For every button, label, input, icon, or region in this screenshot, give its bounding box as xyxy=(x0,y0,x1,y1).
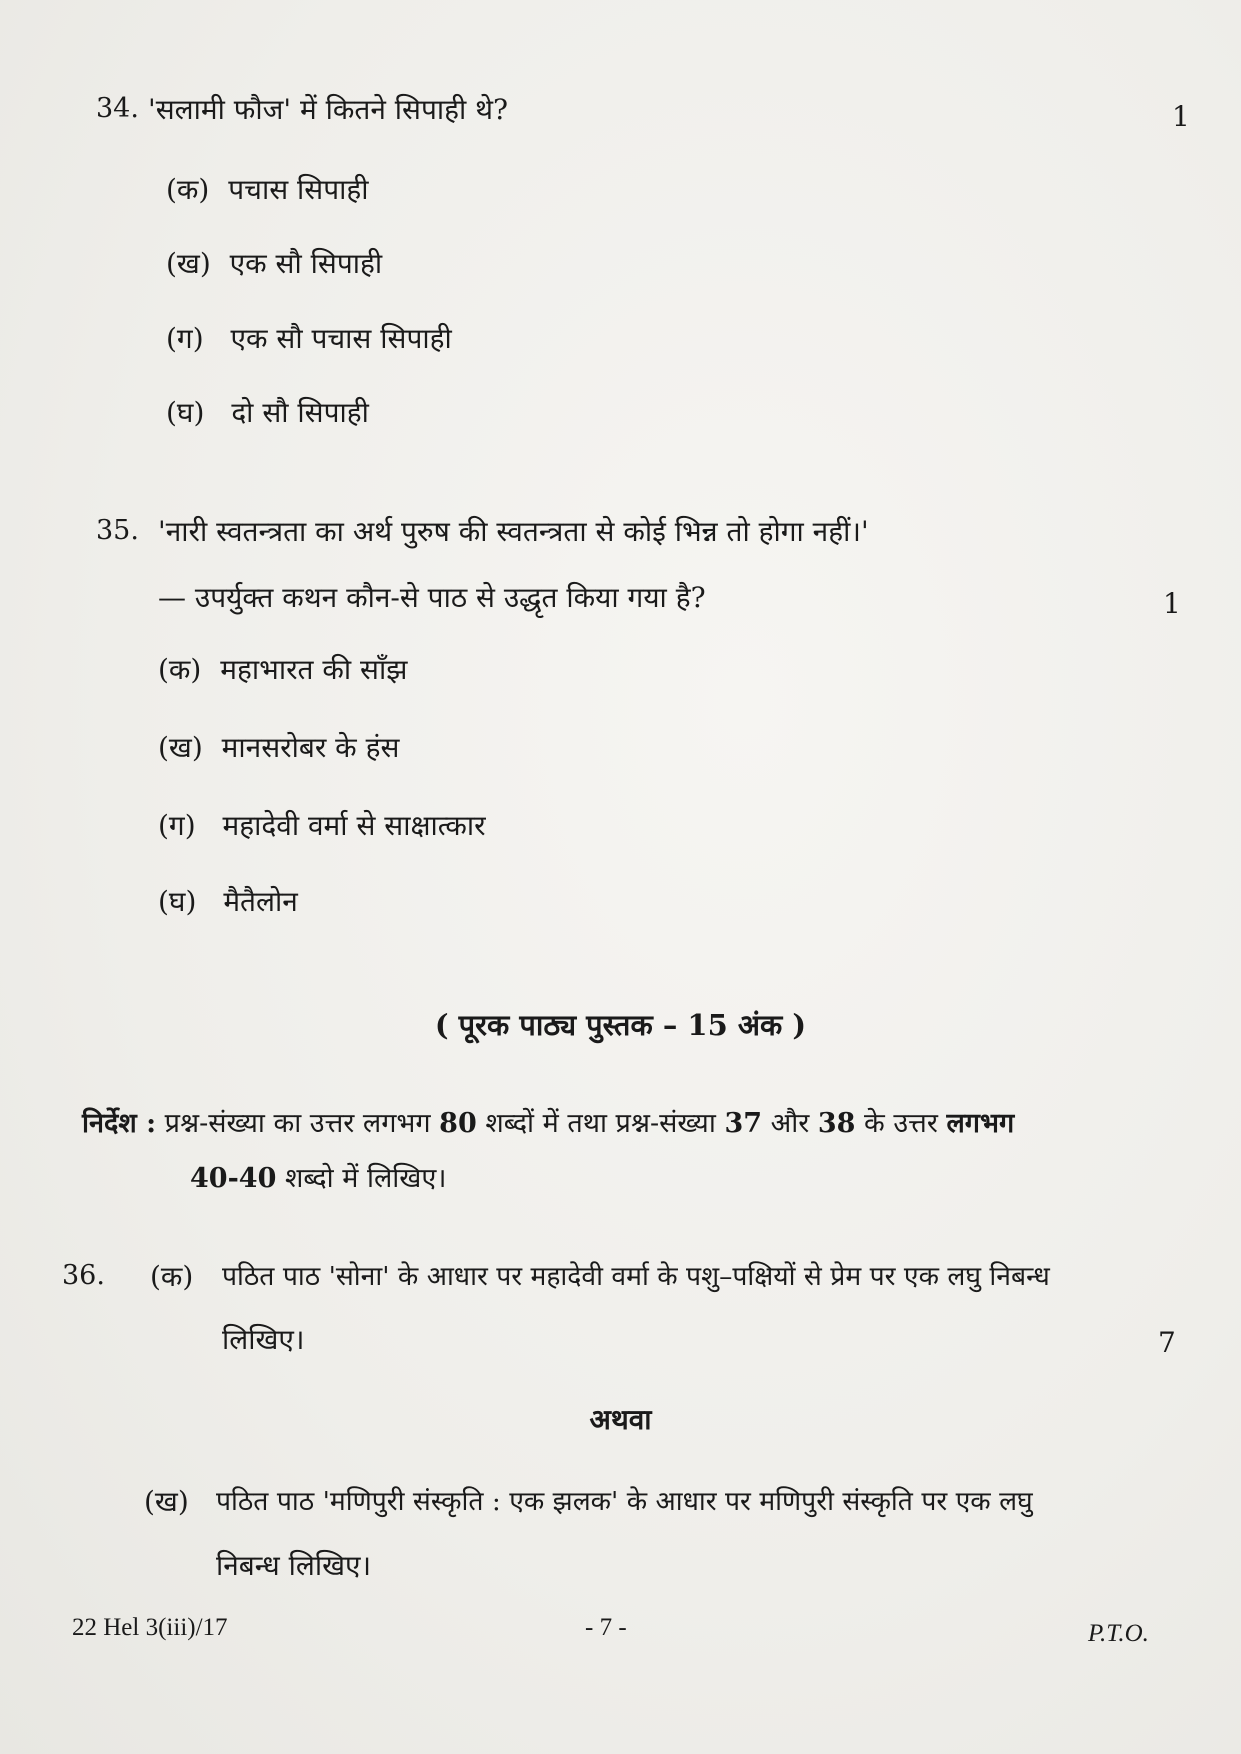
directive-text: शब्दों में तथा प्रश्न-संख्या xyxy=(485,1108,716,1139)
question-text: — उपर्युक्त कथन कौन-से पाठ से उद्धृत किया गया है? xyxy=(158,581,706,614)
marks: 1 xyxy=(1172,100,1190,133)
question-number: 36. xyxy=(62,1260,105,1291)
option-text: एक सौ सिपाही xyxy=(229,247,383,280)
option-label: (ग) xyxy=(158,809,196,842)
paper-code: 22 Hel 3(iii)/17 xyxy=(72,1614,228,1641)
option-label: (घ) xyxy=(158,885,197,918)
option-label: (ख) xyxy=(144,1485,189,1518)
or-separator: अथवा xyxy=(589,1403,652,1436)
question-text: 'सलामी फौज' में कितने सिपाही थे? xyxy=(148,93,509,126)
option-text: पचास सिपाही xyxy=(228,173,369,206)
question-text-continued: लिखिए। xyxy=(222,1323,305,1356)
option-label: (ग) xyxy=(166,322,204,355)
directive-number: 40-40 xyxy=(190,1163,277,1194)
directive-label: निर्देश : xyxy=(82,1108,157,1139)
option-kha xyxy=(158,728,399,766)
directive-text: लगभग xyxy=(946,1108,1015,1139)
option-label: (क) xyxy=(150,1260,194,1293)
option-text: मानसरोबर के हंस xyxy=(221,731,400,764)
section-heading: ( पूरक पाठ्य पुस्तक – 15 अंक ) xyxy=(434,1008,807,1042)
directive-line-1 xyxy=(82,1098,1014,1150)
question-text: पठित पाठ 'सोना' के आधार पर महादेवी वर्मा के पशु–पक्षियों से प्रेम पर एक लघु निबन्ध xyxy=(222,1261,1050,1292)
question-quote: 'नारी स्वतन्त्रता का अर्थ पुरुष की स्वतन्त्रता से कोई भिन्न तो होगा नहीं।' xyxy=(158,515,869,548)
directive-number: 37 xyxy=(724,1108,763,1139)
pto-label: P.T.O. xyxy=(1088,1620,1149,1647)
directive-number: 38 xyxy=(817,1108,856,1139)
option-text: महादेवी वर्मा से साक्षात्कार xyxy=(222,809,486,842)
directive-text: के उत्तर xyxy=(864,1108,938,1139)
marks: 1 xyxy=(1163,587,1181,620)
option-text: दो सौ सिपाही xyxy=(231,396,369,429)
marks: 7 xyxy=(1158,1326,1176,1359)
question-number: 34. xyxy=(96,93,139,124)
option-kha xyxy=(166,244,382,282)
option-label: (क) xyxy=(158,653,202,686)
page-number: - 7 - xyxy=(585,1614,627,1641)
directive-text: और xyxy=(770,1108,810,1139)
option-text: महाभारत की साँझ xyxy=(220,653,408,686)
directive-line-2 xyxy=(190,1153,447,1205)
option-text: मैतैलोन xyxy=(223,885,298,918)
option-ka xyxy=(158,650,407,688)
question-number: 35. xyxy=(96,515,139,546)
option-ka xyxy=(166,170,369,208)
option-gha xyxy=(158,882,298,920)
option-ga xyxy=(166,319,452,357)
option-label: (ख) xyxy=(158,731,203,764)
question-text-continued: निबन्ध लिखिए। xyxy=(216,1549,372,1582)
option-label: (क) xyxy=(166,173,210,206)
directive-number: 80 xyxy=(439,1108,477,1139)
option-label: (ख) xyxy=(166,247,211,280)
directive-text: प्रश्न-संख्या का उत्तर लगभग xyxy=(164,1108,431,1139)
directive-text: शब्दो में लिखिए। xyxy=(284,1163,447,1194)
option-gha xyxy=(166,393,369,431)
option-ga xyxy=(158,806,486,844)
option-label: (घ) xyxy=(166,396,205,429)
question-text: पठित पाठ 'मणिपुरी संस्कृति : एक झलक' के आधार पर मणिपुरी संस्कृति पर एक लघु xyxy=(216,1486,1033,1517)
option-text: एक सौ पचास सिपाही xyxy=(230,322,452,355)
